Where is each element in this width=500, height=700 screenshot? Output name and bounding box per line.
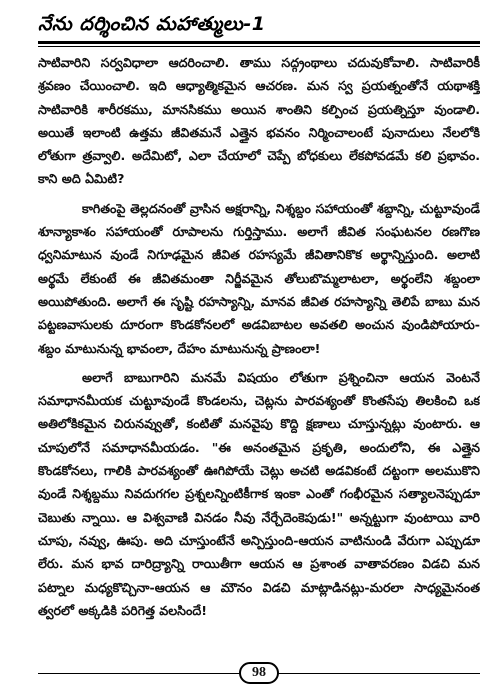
body-text	[38, 51, 480, 652]
paragraph-text: కాగితంపై తెల్లదనంతో వ్రాసిన అక్షరాన్ని, నిశ్శబ్దం సహాయంతో శబ్దాన్ని, చుట్టూవుండే శూన్యాకాశం సహాయంతో రూపాలను గుర్తిస్తాము. అలాగే జీవిత సంఘటనల రణగొణ ధ్వనిమాటున వుండే నిగూఢమైన జీవిత రహస్యమే జీవితానికొక అర్థాన్నిస్తుంది. అలాటి అర్థమే లేకుంటే ఈ జీవితమంతా నిర్జీవమైన తోలుబొమ్మలాటలా, అర్థంలేని శబ్దంలా అయిపోతుంది. అలాగే ఈ సృష్టి రహస్యాన్ని, మానవ జీవిత రహస్యాన్ని తెలిపే బాబు మన పట్టణవాసులకు దూరంగా కొండకోనలలో అడవిబాటల అవతలి అంచున వుండిపోయారు-శబ్దం మాటునున్న భావంలా, దేహం మాటునున్న ప్రాణంలా!	[38, 200, 480, 356]
paragraph-text: అలాగే బాబుగారిని మనమే విషయం లోతుగా ప్రశ్నించినా ఆయన వెంటనే సమాధానమీయక చుట్టూవుండే కొండలను, చెట్లను పారవశ్యంతో కొంతసేపు తిలకించి ఒక అతిలోకికమైన చిరునవ్వుతో, కంటితో మనవైపు కొద్ది క్షణాలు చూస్తున్నట్లు వుంటారు. ఆ చూపులోనే సమాధానమీయడం. "ఈ అనంతమైన ప్రకృతి, అందులోని, ఈ ఎత్తైన కొండకోనలు, గాలికి పారవశ్యంతో ఊగిపోయే చెట్లు అచటి అడవికంటే దట్టంగా అలముకొని వుండే నిశ్శబ్దము నివదుగగల ప్రశ్నలన్నింటికీగాక ఇంకా ఎంతో గంభీరమైన సత్యాలనెప్పుడూ చెబుతు న్నాయి. ఆ విశ్వవాణి వినడం నీవు నేర్చేదెంకెపుడు!" అన్నట్టుగా వుంటాయి వారి చూపు, నవ్వు, ఊపు. అది చూస్తుంటేనే అన్పిస్తుంది-ఆయన వాటినుండి వేరుగా ఎప్పుడూ లేరు. మన భావ దారిద్ర్యాన్ని రాయితీగా ఆయన ఆ ప్రశాంత వాతావరణం విడచి మన పట్నాల మధ్యకొచ్చినా-ఆయన ఆ మౌనం విడచి మాట్లాడినట్లు-మరలా సాధ్యమైనంత త్వరలో అక్కడికి పరిగెత్త వలసిందే!	[38, 369, 480, 618]
paragraph	[38, 197, 480, 360]
paragraph-text: సాటివారిని సర్వవిధాలా ఆదరించాలి. తాము సద్గ్రంథాలు చదువుకోవాలి. సాటివారికీ శ్రవణం చేయించాలి. ఇది ఆధ్యాత్మికమైన ఆచరణ. మన స్వ ప్రయత్నంతోనే యథాశక్తి సాటివారికి శారీరకము, మానసికము అయిన శాంతిని కల్పించ ప్రయత్నిస్తూ వుండాలి. అయితే ఇలాంటి ఉత్తమ జీవితమనే ఎత్తైన భవనం నిర్మించాలంటే పునాదులు నేలలోకి లోతుగా త్రవ్వాలి. అదేమిటో, ఎలా చేయాలో చెప్పే బోధకులు లేకపోవడమే కలి ప్రభావం. కాని అది ఏమిటి?	[38, 55, 480, 187]
running-header	[38, 8, 480, 40]
page-number: 98	[252, 665, 266, 680]
header-rule	[38, 41, 480, 47]
page-number-badge	[239, 662, 279, 684]
chapter-title: నేను దర్శించిన మహాత్ములు-1	[38, 13, 266, 35]
paragraph	[38, 366, 480, 622]
header-rule-thin	[38, 46, 480, 47]
page-footer	[38, 662, 480, 686]
paragraph	[38, 51, 480, 191]
header-rule-thick	[38, 41, 480, 44]
